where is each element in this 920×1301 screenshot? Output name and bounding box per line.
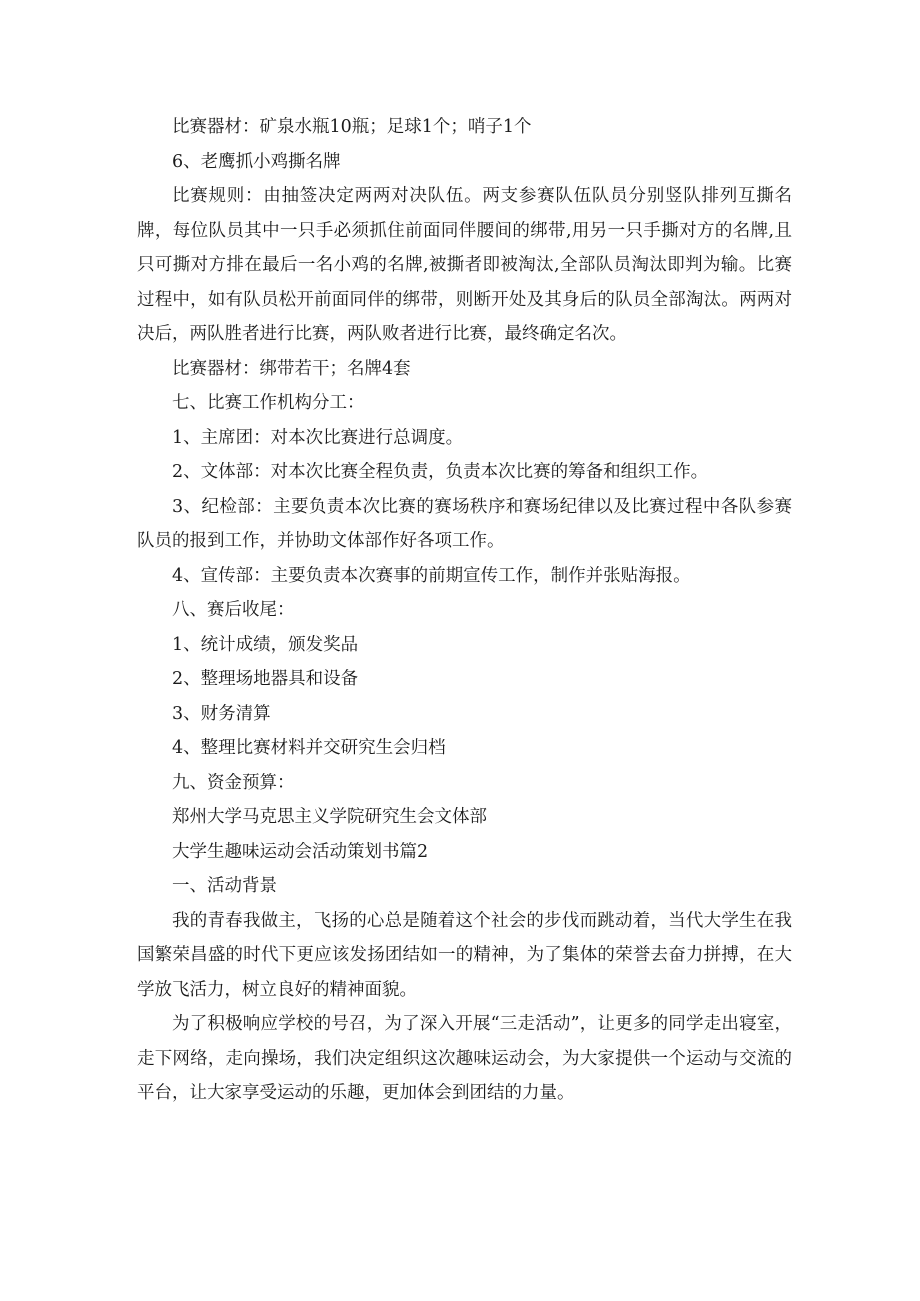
paragraph-game-6-title: 6、老鹰抓小鸡撕名牌 <box>172 151 341 172</box>
list-item: 1、主席团：对本次比赛进行总调度。 <box>172 427 464 448</box>
paragraph-equipment-1: 比赛器材：矿泉水瓶10瓶；足球1个；哨子1个 <box>172 117 532 137</box>
organizer-line: 郑州大学马克思主义学院研究生会文体部 <box>172 807 487 827</box>
list-item: 1、统计成绩，颁发奖品 <box>172 634 359 655</box>
section-heading-9: 九、资金预算： <box>172 772 295 793</box>
section-heading-7: 七、比赛工作机构分工： <box>172 393 365 413</box>
list-item: 3、财务清算 <box>172 703 271 724</box>
list-item: 3、纪检部：主要负责本次比赛的赛场秩序和赛场纪律以及比赛过程中各队参赛队员的报到工作，并协助文体部作好各项工作。 <box>137 496 792 551</box>
list-item: 4、整理比赛材料并交研究生会归档 <box>172 738 446 758</box>
paragraph-background-1: 我的青春我做主，飞扬的心总是随着这个社会的步伐而跳动着，当代大学生在我国繁荣昌盛的时代下更应该发扬团结如一的精神，为了集体的荣誉去奋力拼搏，在大学放飞活力，树立良好的精神面貌。 <box>137 910 792 1000</box>
paragraph-equipment-2: 比赛器材：绑带若干；名牌4套 <box>172 358 411 379</box>
list-item: 2、文体部：对本次比赛全程负责，负责本次比赛的筹备和组织工作。 <box>172 462 709 482</box>
paragraph-game-6-rules: 比赛规则：由抽签决定两两对决队伍。两支参赛队伍队员分别竖队排列互撕名牌，每位队员其中一只手必须抓住前面同伴腰间的绑带,用另一只手撕对方的名牌,且只可撕对方排在最后一名小鸡的名牌,被撕者即被淘汰,全部队员淘汰即判为输。比赛过程中，如有队员松开前面同伴的绑带，则断开处及其身后的队员全部淘汰。两两对决后，两队胜者进行比赛，两队败者进行比赛，最终确定名次。 <box>137 186 792 344</box>
list-item: 2、整理场地器具和设备 <box>172 669 359 689</box>
section-heading-background: 一、活动背景 <box>172 876 277 896</box>
section-heading-8: 八、赛后收尾： <box>172 600 295 620</box>
paragraph-background-2: 为了积极响应学校的号召，为了深入开展“三走活动”，让更多的同学走出寝室，走下网络，走向操场，我们决定组织这次趣味运动会，为大家提供一个运动与交流的平台，让大家享受运动的乐趣，更加体会到团结的力量。 <box>137 1014 792 1103</box>
document-subtitle: 大学生趣味运动会活动策划书篇2 <box>172 841 429 862</box>
document-body <box>137 110 792 1111</box>
list-item: 4、宣传部：主要负责本次赛事的前期宣传工作，制作并张贴海报。 <box>172 565 691 586</box>
